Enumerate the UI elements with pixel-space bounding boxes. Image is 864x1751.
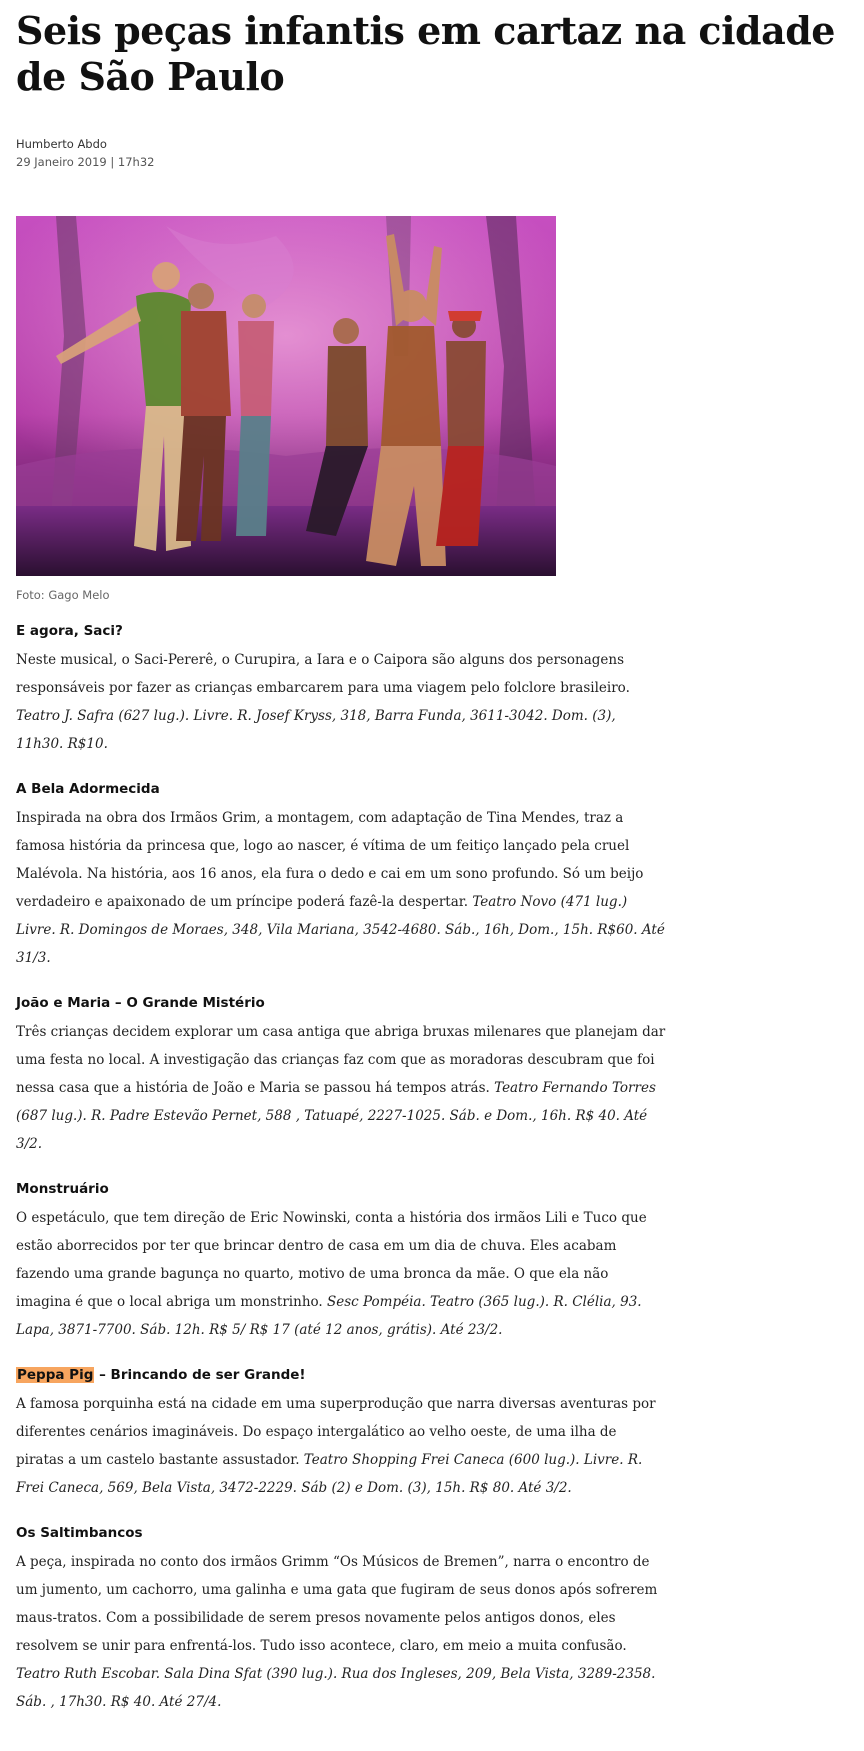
- search-highlight: Peppa Pig: [17, 1367, 94, 1383]
- play-summary: A famosa porquinha está na cidade em uma superprodução que narra diversas aventuras por diferentes cenários imagináveis. Do espaço intergalático ao velho oeste, de uma ilha de piratas a um castelo bastante assustador.: [16, 1396, 656, 1468]
- play-title: A Bela Adormecida: [16, 781, 160, 797]
- play-summary: Inspirada na obra dos Irmãos Grim, a montagem, com adaptação de Tina Mendes, traz a famosa história da princesa que, logo ao nascer, é vítima de um feitiço lançado pela cruel Malévola. Na história, aos 16 anos, ela fura o dedo e cai em um sono profundo. Só um beijo verdadeiro e apaixonado de um príncipe poderá fazê-la despertar.: [16, 810, 644, 910]
- play-description: [16, 1204, 666, 1344]
- play-title: Monstruário: [16, 1181, 109, 1197]
- play-info: Teatro Fernando Torres (687 lug.). R. Padre Estevão Pernet, 588 , Tatuapé, 2227-1025. Sáb. e Dom., 16h. R$ 40. Até 3/2.: [16, 1080, 656, 1152]
- play-section: [16, 992, 666, 1158]
- play-summary: A peça, inspirada no conto dos irmãos Grimm “Os Músicos de Bremen”, narra o encontro de um jumento, um cachorro, uma galinha e uma gata que fugiram de seus donos após sofrerem maus-tratos. Com a possibilidade de serem presos novamente pelos antigos donos, eles resolvem se unir para enfrentá-los. Tudo isso acontece, claro, em meio a muita confusão.: [16, 1554, 658, 1654]
- play-description: [16, 1018, 666, 1158]
- article-photo: [16, 216, 556, 576]
- photo-caption: Foto: Gago Melo: [16, 588, 110, 602]
- play-summary: O espetáculo, que tem direção de Eric Nowinski, conta a história dos irmãos Lili e Tuco que estão aborrecidos por ter que brincar dentro de casa em um dia de chuva. Eles acabam fazendo uma grande bagunça no quarto, motivo de uma bronca da mãe. O que ela não imagina é que o local abriga um monstrinho.: [16, 1210, 647, 1310]
- play-info: Sesc Pompéia. Teatro (365 lug.). R. Clélia, 93. Lapa, 3871-7700. Sáb. 12h. R$ 5/ R$ 17 (até 12 anos, grátis). Até 23/2.: [16, 1294, 642, 1338]
- play-title-rest: – Brincando de ser Grande!: [94, 1367, 306, 1383]
- author-name[interactable]: Humberto Abdo: [16, 137, 107, 151]
- play-description: [16, 1390, 666, 1502]
- play-summary: Neste musical, o Saci-Pererê, o Curupira, a Iara e o Caipora são alguns dos personagens responsáveis por fazer as crianças embarcarem para uma viagem pelo folclore brasileiro.: [16, 652, 630, 696]
- play-info: Teatro Novo (471 lug.) Livre. R. Domingos de Moraes, 348, Vila Mariana, 3542-4680. Sáb., 16h, Dom., 15h. R$60. Até 31/3.: [16, 894, 665, 966]
- article-title: Seis peças infantis em cartaz na cidade de São Paulo: [16, 8, 835, 99]
- play-title: João e Maria – O Grande Mistério: [16, 995, 265, 1011]
- play-summary: Três crianças decidem explorar um casa antiga que abriga bruxas milenares que planejam dar uma festa no local. A investigação das crianças faz com que as moradoras descubram que foi nessa casa que a história de João e Maria se passou há tempos atrás.: [16, 1024, 666, 1096]
- play-description: [16, 646, 666, 758]
- play-info: Teatro J. Safra (627 lug.). Livre. R. Josef Kryss, 318, Barra Funda, 3611-3042. Dom. (3), 11h30. R$10.: [16, 708, 616, 752]
- play-title: E agora, Saci?: [16, 623, 123, 639]
- play-description: [16, 1548, 666, 1716]
- play-section: [16, 1178, 666, 1344]
- publish-date: 29 Janeiro 2019 | 17h32: [16, 155, 155, 169]
- play-title: Os Saltimbancos: [16, 1525, 143, 1541]
- play-section: [16, 1364, 666, 1502]
- article-body: [16, 620, 666, 1736]
- play-info: Teatro Shopping Frei Caneca (600 lug.). Livre. R. Frei Caneca, 569, Bela Vista, 3472-2229. Sáb (2) e Dom. (3), 15h. R$ 80. Até 3/2.: [16, 1452, 643, 1496]
- play-title: [16, 1364, 666, 1386]
- play-description: [16, 804, 666, 972]
- play-section: [16, 620, 666, 758]
- play-section: [16, 1522, 666, 1716]
- play-info: Teatro Ruth Escobar. Sala Dina Sfat (390 lug.). Rua dos Ingleses, 209, Bela Vista, 3289-2358. Sáb. , 17h30. R$ 40. Até 27/4.: [16, 1666, 656, 1710]
- play-section: [16, 778, 666, 972]
